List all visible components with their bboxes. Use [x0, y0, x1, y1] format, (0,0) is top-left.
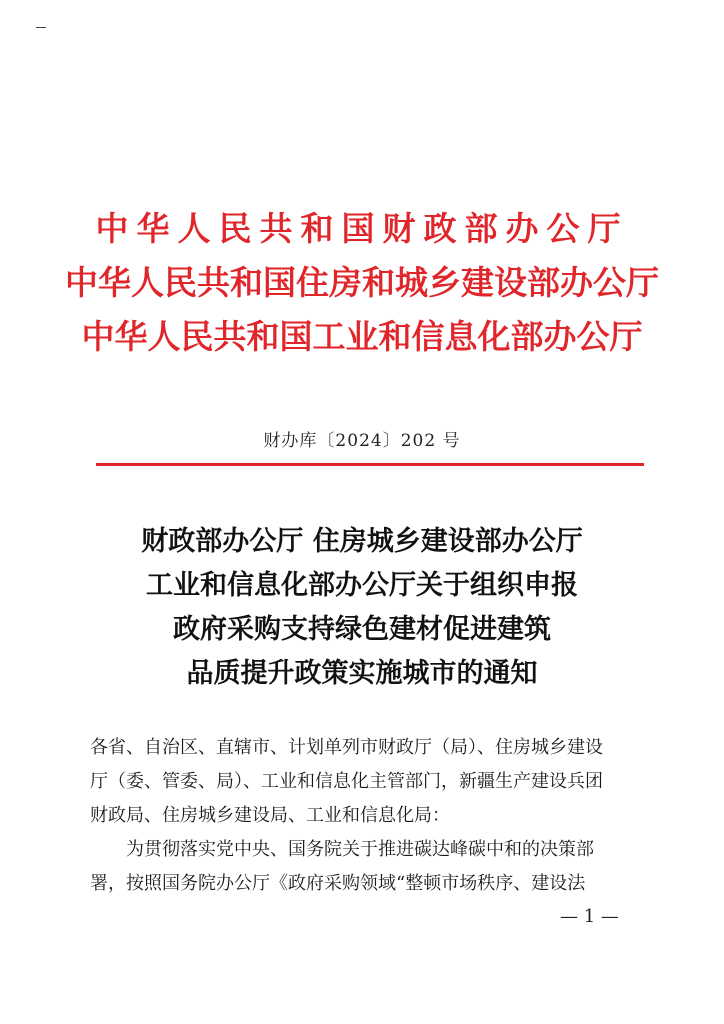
- document-title: [0, 520, 724, 696]
- corner-mark: [36, 27, 46, 28]
- issuer-ministry-of-industry: 中华人民共和国工业和信息化部办公厅: [81, 317, 643, 356]
- body-paragraph-line: 署，按照国务院办公厅《政府采购领域“整顿市场秩序、建设法: [90, 873, 586, 894]
- issuer-ministry-of-finance: 中华人民共和国财政部办公厅: [95, 209, 629, 248]
- red-separator-line: [96, 463, 644, 466]
- issuer-header: [0, 202, 724, 364]
- title-line: 政府采购支持绿色建材促进建筑: [173, 614, 551, 645]
- issuer-ministry-of-housing: 中华人民共和国住房和城乡建设部办公厅: [65, 263, 659, 302]
- addressee-line: 各省、自治区、直辖市、计划单列市财政厅（局）、住房城乡建设: [90, 737, 603, 758]
- addressee-line: 财政局、住房城乡建设局、工业和信息化局：: [90, 805, 450, 826]
- addressee-line: 厅（委、管委、局）、工业和信息化主管部门，新疆生产建设兵团: [90, 771, 603, 792]
- body-text: [90, 731, 652, 901]
- title-line: 品质提升政策实施城市的通知: [186, 658, 538, 689]
- body-paragraph-line: 为贯彻落实党中央、国务院关于推进碳达峰碳中和的决策部: [126, 839, 594, 860]
- title-line: 工业和信息化部办公厅关于组织申报: [146, 570, 578, 601]
- page-number: — 1 —: [560, 906, 619, 927]
- document-number: 财办库〔2024〕202 号: [263, 431, 461, 451]
- title-line: 财政部办公厅 住房城乡建设部办公厅: [141, 526, 583, 557]
